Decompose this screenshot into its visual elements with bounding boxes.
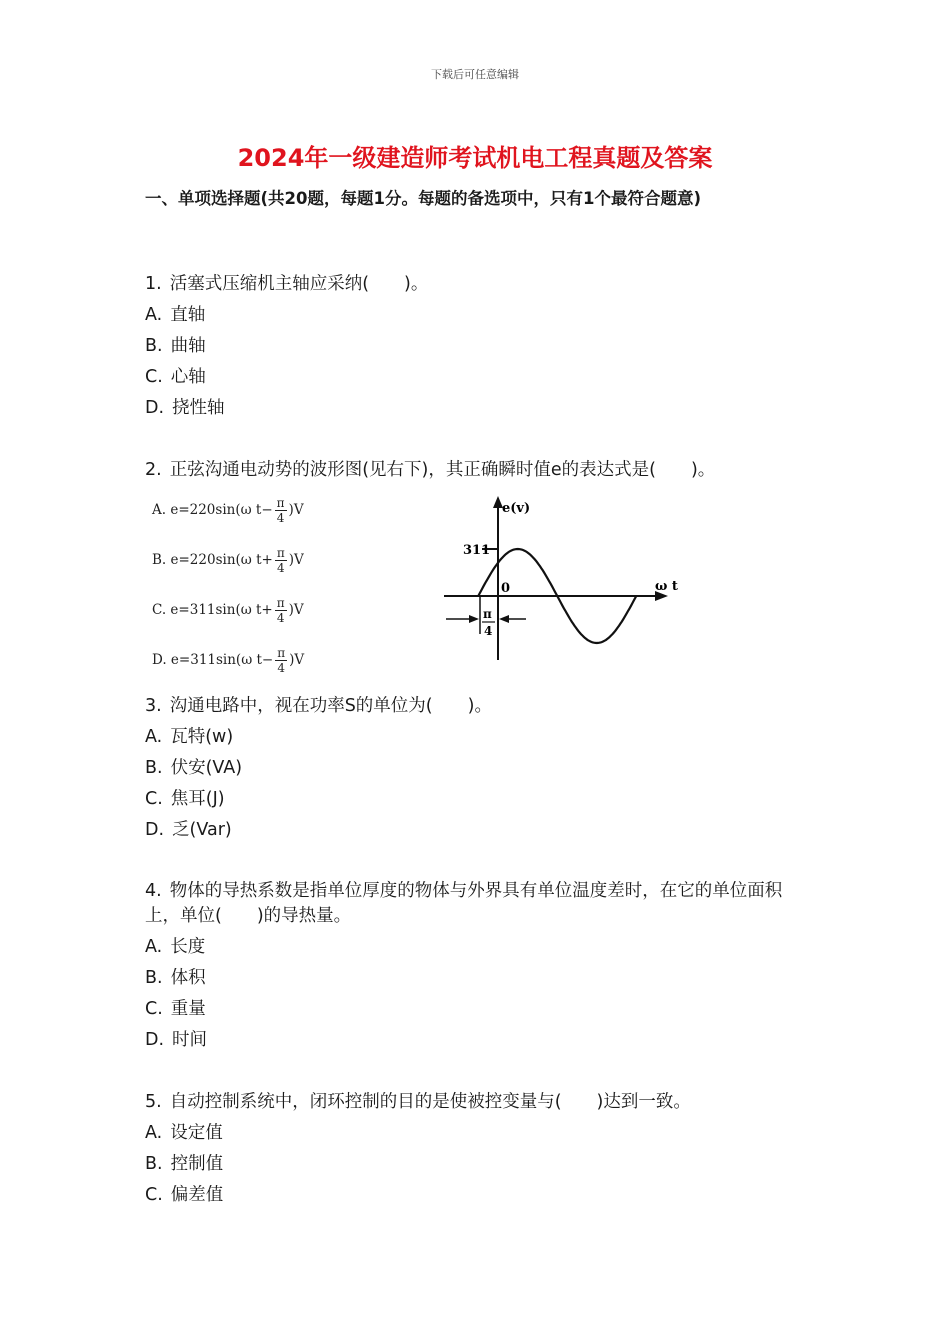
- formula-prefix: B. e=220sin(ω t+: [152, 552, 273, 568]
- question-1-option-a: [145, 303, 805, 328]
- question-3-option-d: [145, 818, 805, 843]
- fraction-numerator: π: [276, 545, 285, 560]
- fraction-denominator: 4: [276, 610, 285, 625]
- option-text: 偏差值: [170, 1185, 224, 1205]
- formula-suffix: )V: [289, 652, 305, 668]
- option-text: 设定值: [170, 1123, 223, 1143]
- section-heading: 一、单项选择题(共20题，每题1分。每题的备选项中，只有1个最符合题意): [145, 189, 702, 208]
- option-letter: C.: [145, 1185, 163, 1205]
- shift-arrowhead-right: [499, 615, 509, 623]
- fraction-numerator: π: [277, 645, 286, 660]
- fraction-numerator: π: [276, 495, 285, 510]
- option-letter: A.: [145, 1123, 163, 1143]
- option-letter: D.: [145, 820, 165, 840]
- option-letter: B.: [145, 1154, 163, 1174]
- question-text: 物体的导热系数是指单位厚度的物体与外界具有单位温度差时，在它的单位面积上，单位( )的导热量。: [145, 881, 783, 926]
- option-letter: C.: [145, 999, 163, 1019]
- y-axis-label: e(v): [502, 501, 531, 516]
- question-5-option-b: [145, 1152, 805, 1177]
- question-number: 2.: [145, 460, 162, 480]
- pi-over-4-fraction: [275, 596, 287, 625]
- question-2-option-d: [152, 643, 304, 677]
- option-text: 挠性轴: [172, 398, 225, 418]
- option-text: 乏(Var): [172, 820, 232, 840]
- option-text: 控制值: [170, 1154, 224, 1174]
- question-number: 5.: [145, 1092, 162, 1112]
- option-text: 直轴: [170, 305, 206, 325]
- shift-denominator-label: 4: [484, 624, 493, 638]
- option-letter: A.: [145, 305, 163, 325]
- question-4-option-a: [145, 935, 805, 960]
- option-text: 瓦特(w): [170, 727, 234, 747]
- question-4-option-c: [145, 997, 805, 1022]
- option-text: 时间: [172, 1030, 208, 1050]
- option-letter: B.: [145, 758, 163, 778]
- formula-suffix: )V: [288, 502, 304, 518]
- pi-over-4-fraction: [275, 646, 287, 675]
- option-text: 体积: [170, 968, 206, 988]
- option-letter: B.: [145, 968, 163, 988]
- document-title: 2024年一级建造师考试机电工程真题及答案: [237, 144, 713, 172]
- shift-numerator-label: π: [483, 607, 492, 621]
- question-1-option-b: [145, 334, 805, 359]
- question-2-stem: [145, 458, 805, 483]
- option-letter: C.: [145, 789, 163, 809]
- question-1-option-c: [145, 365, 805, 390]
- question-3-option-c: [145, 787, 805, 812]
- option-letter: D.: [145, 1030, 165, 1050]
- peak-value-label: 311: [463, 543, 491, 558]
- question-text: 正弦沟通电动势的波形图(见右下)，其正确瞬时值e的表达式是( )。: [169, 460, 716, 480]
- formula-prefix: A. e=220sin(ω t−: [152, 502, 273, 518]
- question-text: 活塞式压缩机主轴应采纳( )。: [169, 274, 429, 294]
- fraction-denominator: 4: [277, 660, 286, 675]
- question-5-option-a: [145, 1121, 805, 1146]
- option-letter: C.: [145, 367, 163, 387]
- fraction-denominator: 4: [276, 560, 285, 575]
- question-4-stem: [145, 879, 805, 929]
- question-2-option-c: [152, 593, 304, 627]
- question-3-option-a: [145, 725, 805, 750]
- question-text: 自动控制系统中，闭环控制的目的是使被控变量与( )达到一致。: [169, 1092, 691, 1112]
- option-letter: B.: [145, 336, 163, 356]
- option-text: 心轴: [170, 367, 206, 387]
- option-letter: D.: [145, 398, 165, 418]
- option-text: 曲轴: [170, 336, 206, 356]
- question-text: 沟通电路中，视在功率S的单位为( )。: [169, 696, 492, 716]
- question-3-stem: [145, 694, 805, 719]
- question-number: 3.: [145, 696, 162, 716]
- shift-arrowhead-left: [469, 615, 479, 623]
- option-letter: A.: [145, 937, 163, 957]
- sine-waveform-figure: [438, 492, 683, 667]
- option-text: 长度: [170, 937, 206, 957]
- question-number: 4.: [145, 881, 162, 901]
- question-2-option-b: [152, 543, 304, 577]
- question-number: 1.: [145, 274, 162, 294]
- question-4-option-d: [145, 1028, 805, 1053]
- question-1-option-d: [145, 396, 805, 421]
- question-5-stem: [145, 1090, 805, 1115]
- x-axis-label: ω t: [655, 579, 678, 594]
- pi-over-4-fraction: [275, 496, 287, 525]
- option-letter: A.: [145, 727, 163, 747]
- pi-over-4-fraction: [275, 546, 287, 575]
- option-text: 重量: [170, 999, 206, 1019]
- origin-label: 0: [501, 581, 511, 596]
- question-3-option-b: [145, 756, 805, 781]
- fraction-numerator: π: [276, 595, 285, 610]
- option-text: 焦耳(J): [170, 789, 225, 809]
- formula-prefix: D. e=311sin(ω t−: [152, 652, 274, 668]
- question-5-option-c: [145, 1183, 805, 1208]
- question-4-option-b: [145, 966, 805, 991]
- fraction-denominator: 4: [276, 510, 285, 525]
- formula-prefix: C. e=311sin(ω t+: [152, 602, 273, 618]
- formula-suffix: )V: [288, 552, 304, 568]
- option-text: 伏安(VA): [170, 758, 243, 778]
- question-2-option-a: [152, 493, 304, 527]
- formula-suffix: )V: [288, 602, 304, 618]
- page-header-note: 下载后可任意编辑: [431, 68, 519, 81]
- question-1-stem: [145, 272, 805, 297]
